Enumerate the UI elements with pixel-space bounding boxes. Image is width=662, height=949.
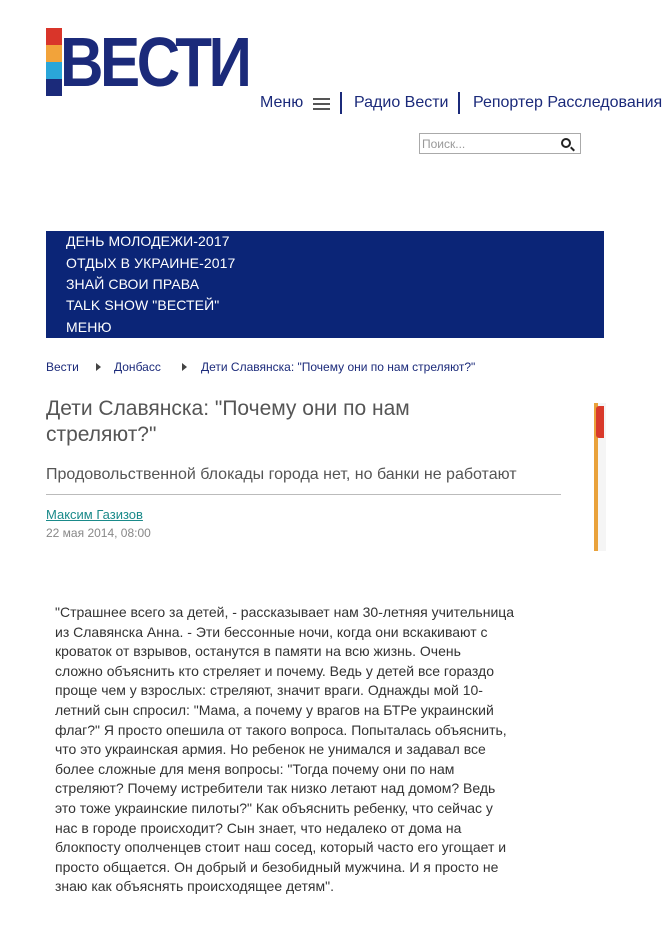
hamburger-icon[interactable]: [313, 98, 330, 113]
body-line: летний сын спросил: "Мама, а почему у врагов на БТРе украинский: [55, 701, 494, 718]
publish-date: 22 мая 2014, 08:00: [46, 526, 151, 540]
top-nav: [260, 92, 662, 116]
search-icon[interactable]: [561, 138, 571, 148]
menu-item-youth-day[interactable]: ДЕНЬ МОЛОДЕЖИ-2017: [66, 233, 230, 249]
menu-item-rest-ukraine[interactable]: ОТДЫХ В УКРАИНЕ-2017: [66, 255, 236, 271]
body-line: сложно объяснить кто стреляет и почему. Ведь у детей все гораздо: [55, 662, 494, 679]
menu-item-talk-show[interactable]: TALK SHOW "ВЕСТЕЙ": [66, 297, 220, 313]
breadcrumb-donbass[interactable]: Донбасс: [114, 360, 161, 374]
article-title: Дети Славянска: "Почему они по нам стреляют?": [46, 397, 410, 446]
chevron-right-icon: [96, 363, 101, 371]
logo-text: ВЕСТИ: [60, 23, 249, 101]
divider: [46, 494, 561, 495]
nav-separator: [458, 92, 460, 114]
breadcrumb-vesti[interactable]: Вести: [46, 360, 79, 374]
side-widget-tab[interactable]: [596, 406, 604, 438]
menu-item-know-rights[interactable]: ЗНАЙ СВОИ ПРАВА: [66, 276, 200, 292]
article-body: [55, 603, 565, 897]
section-menu: [46, 231, 604, 338]
body-line: это тоже украинские пилоты?" Как объяснить ребенку, что сейчас у: [55, 799, 493, 816]
body-line: более сложные для меня вопросы: "Тогда почему они по нам: [55, 760, 455, 777]
author-link[interactable]: Максим Газизов: [46, 507, 143, 522]
reporter-link[interactable]: Репортер Расследования: [473, 94, 662, 111]
body-line: флаг?" Я просто опешила от такого вопроса. Попыталась объяснить,: [55, 721, 507, 738]
body-line: кроваток от взрывов, останутся в памяти на всю жизнь. Очень: [55, 643, 461, 660]
body-line: стреляют? Почему истребители так низко летают над домом? Ведь: [55, 780, 496, 797]
body-line: блокпосту ополченцев стоит наш сосед, который часто его угощает и: [55, 839, 507, 856]
breadcrumb-current[interactable]: Дети Славянска: "Почему они по нам стреляют?": [201, 360, 476, 374]
radio-vesti-link[interactable]: Радио Вести: [354, 94, 449, 111]
body-line: из Славянска Анна. - Эти бессонные ночи, когда они вскакивают с: [55, 623, 488, 640]
body-line: нас в городе происходит? Сын знает, что недалеко от дома на: [55, 819, 462, 836]
body-line: просто общается. Он добрый и безобидный мужчина. И я просто не: [55, 858, 499, 875]
logo[interactable]: [46, 23, 249, 101]
article-subtitle: Продовольственной блокады города нет, но банки не работают: [46, 466, 517, 483]
search-input[interactable]: [422, 135, 552, 152]
menu-item-menu[interactable]: МЕНЮ: [66, 319, 112, 335]
nav-separator: [340, 92, 342, 114]
body-line: "Страшнее всего за детей, - рассказывает нам 30-летняя учительница: [55, 604, 515, 620]
body-line: проще чем у взрослых: стреляют, значит враги. Однажды мой 10-: [55, 682, 483, 699]
body-line: знаю как объяснять происходящее детям".: [55, 878, 334, 895]
search-box: [419, 133, 581, 154]
chevron-right-icon: [182, 363, 187, 371]
menu-link[interactable]: Меню: [260, 94, 304, 111]
body-line: что это украинская армия. Но ребенок не унимался и задавал все: [55, 741, 486, 758]
